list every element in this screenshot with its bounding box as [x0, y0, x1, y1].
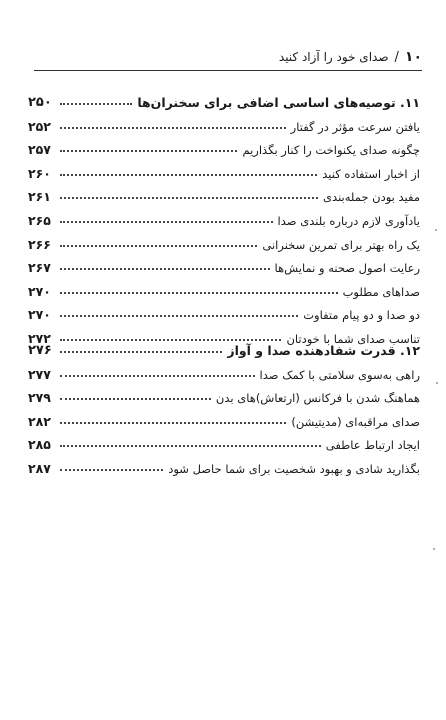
dot-leader	[60, 315, 298, 317]
header-separator: /	[394, 49, 399, 65]
toc-entry-page: ۲۶۵	[28, 212, 51, 228]
toc-entry-page: ۲۷۹	[28, 390, 51, 406]
toc-entry-page: ۲۷۷	[28, 366, 51, 382]
dot-leader	[60, 445, 321, 447]
scan-speck	[435, 229, 437, 231]
toc-entry-title: یادآوری لازم درباره بلندی صدا	[277, 213, 420, 228]
header-rule	[34, 70, 422, 71]
toc-entry-page: ۲۶۶	[28, 236, 51, 252]
dot-leader	[60, 245, 257, 247]
toc-entry-page: ۲۶۷	[28, 260, 51, 276]
dot-leader	[60, 292, 338, 294]
toc-entry	[28, 452, 420, 476]
toc-entry-title: صدای مراقبه‌ای (مدیتیشن)	[291, 414, 420, 429]
toc-entry	[28, 429, 420, 453]
scan-speck	[436, 382, 438, 384]
toc-entry-title: راهی به‌سوی سلامتی با کمک صدا	[259, 367, 420, 382]
toc-entry-page: ۲۶۱	[28, 189, 51, 205]
toc-entry	[28, 299, 420, 323]
toc-entry-title: بگذارید شادی و بهبود شخصیت برای شما حاصل شود	[168, 461, 420, 476]
toc-entry	[28, 358, 420, 382]
header-page-number: ۱۰	[404, 49, 422, 65]
toc-entry-page: ۲۸۲	[28, 413, 51, 429]
toc-heading-page: ۲۷۶	[28, 343, 52, 358]
toc-entry-title: یک راه بهتر برای تمرین سخنرانی	[262, 237, 420, 252]
toc-entry-title: تناسب صدای شما با خودتان	[286, 331, 420, 346]
toc-entry-title: یافتن سرعت مؤثر در گفتار	[290, 119, 420, 134]
toc-entry	[28, 157, 420, 181]
toc-heading-page: ۲۵۰	[28, 95, 52, 110]
toc-entry	[28, 405, 420, 429]
toc-entry-title: دو صدا و دو پیام متفاوت	[303, 308, 420, 323]
toc-entry-title: ایجاد ارتباط عاطفی	[325, 438, 420, 453]
header-book-title: صدای خود را آزاد کنید	[278, 50, 389, 64]
dot-leader	[60, 469, 163, 471]
dot-leader	[60, 127, 286, 129]
toc-chapter-heading	[28, 84, 420, 110]
toc-entry-page: ۲۵۷	[28, 142, 51, 158]
toc-entry-page: ۲۷۲	[28, 330, 51, 346]
toc-entry	[28, 382, 420, 406]
toc-entry	[28, 252, 420, 276]
toc-heading-title: ۱۱. توصیه‌های اساسی اضافی برای سخنران‌ها	[137, 95, 420, 110]
scan-speck	[433, 548, 435, 550]
toc-entry	[28, 110, 420, 134]
toc-entry-title: چگونه صدای یکنواخت را کنار بگذاریم	[242, 143, 420, 158]
toc-entry-title: مفید بودن جمله‌بندی	[323, 190, 420, 205]
toc-entry-page: ۲۸۵	[28, 437, 51, 453]
dot-leader	[60, 351, 222, 353]
toc-entry-title: هماهنگ شدن با فرکانس (ارتعاش)های بدن	[215, 391, 420, 406]
toc-chapter-11	[28, 84, 420, 346]
toc-entry	[28, 134, 420, 158]
toc-heading-title: ۱۲. قدرت شفادهنده صدا و آواز	[227, 343, 420, 358]
toc-entry-page: ۲۵۲	[28, 118, 51, 134]
toc-entry	[28, 275, 420, 299]
toc-entry-title: رعایت اصول صحنه و نمایش‌ها	[274, 261, 420, 276]
toc-entry-page: ۲۶۰	[28, 165, 51, 181]
dot-leader	[60, 422, 286, 424]
toc-entry	[28, 181, 420, 205]
dot-leader	[60, 150, 237, 152]
toc-entry	[28, 204, 420, 228]
dot-leader	[60, 221, 273, 223]
dot-leader	[60, 174, 317, 176]
dot-leader	[60, 375, 255, 377]
dot-leader	[60, 103, 132, 105]
dot-leader	[60, 268, 270, 270]
toc-entry-title: از اخبار استفاده کنید	[322, 166, 420, 181]
dot-leader	[60, 197, 318, 199]
toc-entry-page: ۲۷۰	[28, 283, 51, 299]
running-header	[52, 46, 422, 68]
toc-chapter-heading	[28, 332, 420, 358]
toc-chapter-12	[28, 332, 420, 476]
toc-entry	[28, 228, 420, 252]
dot-leader	[60, 398, 211, 400]
toc-entry-page: ۲۷۰	[28, 307, 51, 323]
toc-entry-title: صداهای مطلوب	[342, 284, 420, 299]
toc-entry-page: ۲۸۷	[28, 460, 51, 476]
